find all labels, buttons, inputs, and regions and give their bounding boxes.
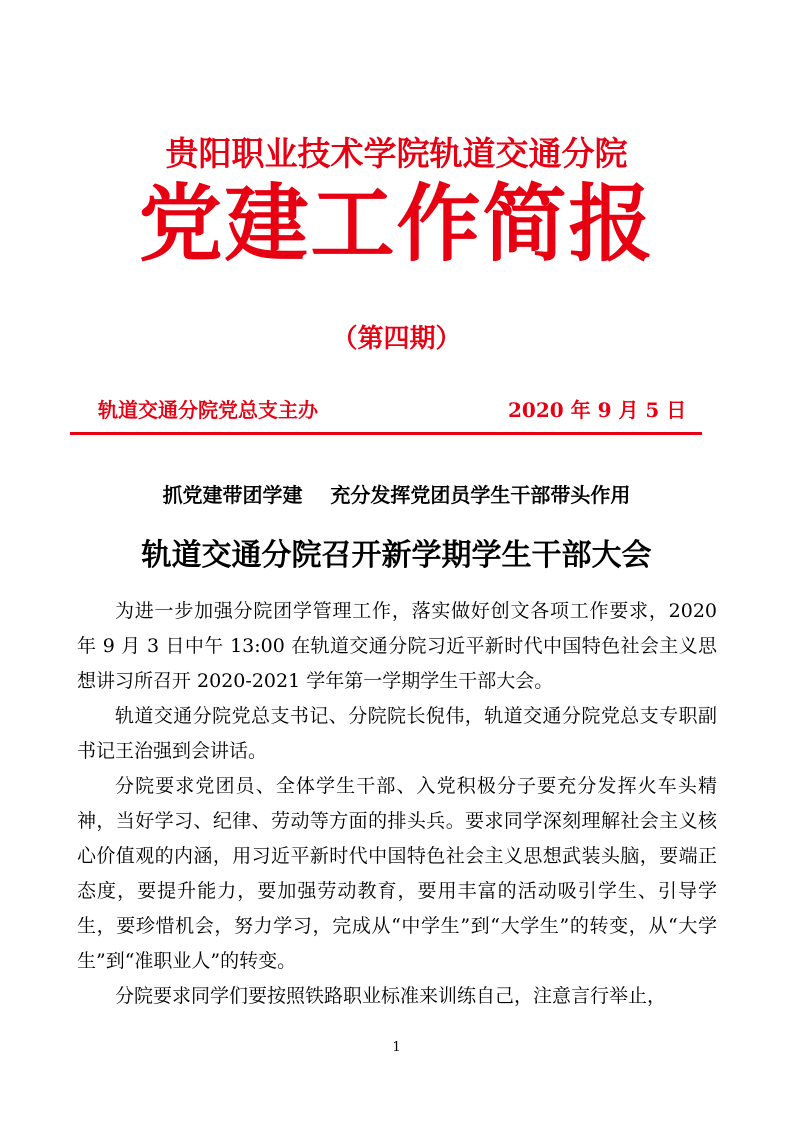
- red-divider-rule: [70, 432, 702, 435]
- institution-name: 贵阳职业技术学院轨道交通分院: [165, 134, 628, 173]
- publication-date: 2020 年 9 月 5 日: [508, 398, 687, 422]
- article-subheadline: 抓党建带团学建 充分发挥党团员学生干部带头作用: [162, 483, 631, 507]
- paragraph-2: 轨道交通分院党总支书记、分院院长倪伟，轨道交通分院党总支专职副书记王治强到会讲话。: [77, 705, 717, 762]
- paragraph-4: 分院要求同学们要按照铁路职业标准来训练自己，注意言行举止，: [115, 985, 667, 1007]
- paragraph-1: 为进一步加强分院团学管理工作，落实做好创文各项工作要求，2020 年 9 月 3 日中午 13:00 在轨道交通分院习近平新时代中国特色社会主义思想讲习所召开 2020-2021 学年第一学期学生干部大会。: [77, 600, 717, 692]
- newsletter-masthead: 党建工作简报: [138, 175, 655, 273]
- organizer-line: 轨道交通分院党总支主办: [98, 398, 318, 422]
- article-body: [77, 594, 717, 1014]
- page-number: 1: [392, 1040, 401, 1055]
- paragraph-3: 分院要求党团员、全体学生干部、入党积极分子要充分发挥火车头精神，当好学习、纪律、劳动等方面的排头兵。要求同学深刻理解社会主义核心价值观的内涵，用习近平新时代中国特色社会主义思想武装头脑，要端正态度，要提升能力，要加强劳动教育，要用丰富的活动吸引学生、引导学生，要珍惜机会，努力学习，完成从“中学生”到“大学生”的转变，从“大学生”到“准职业人”的转变。: [77, 775, 717, 972]
- article-headline: 轨道交通分院召开新学期学生干部大会: [141, 538, 652, 573]
- issue-number: （第四期）: [331, 324, 462, 354]
